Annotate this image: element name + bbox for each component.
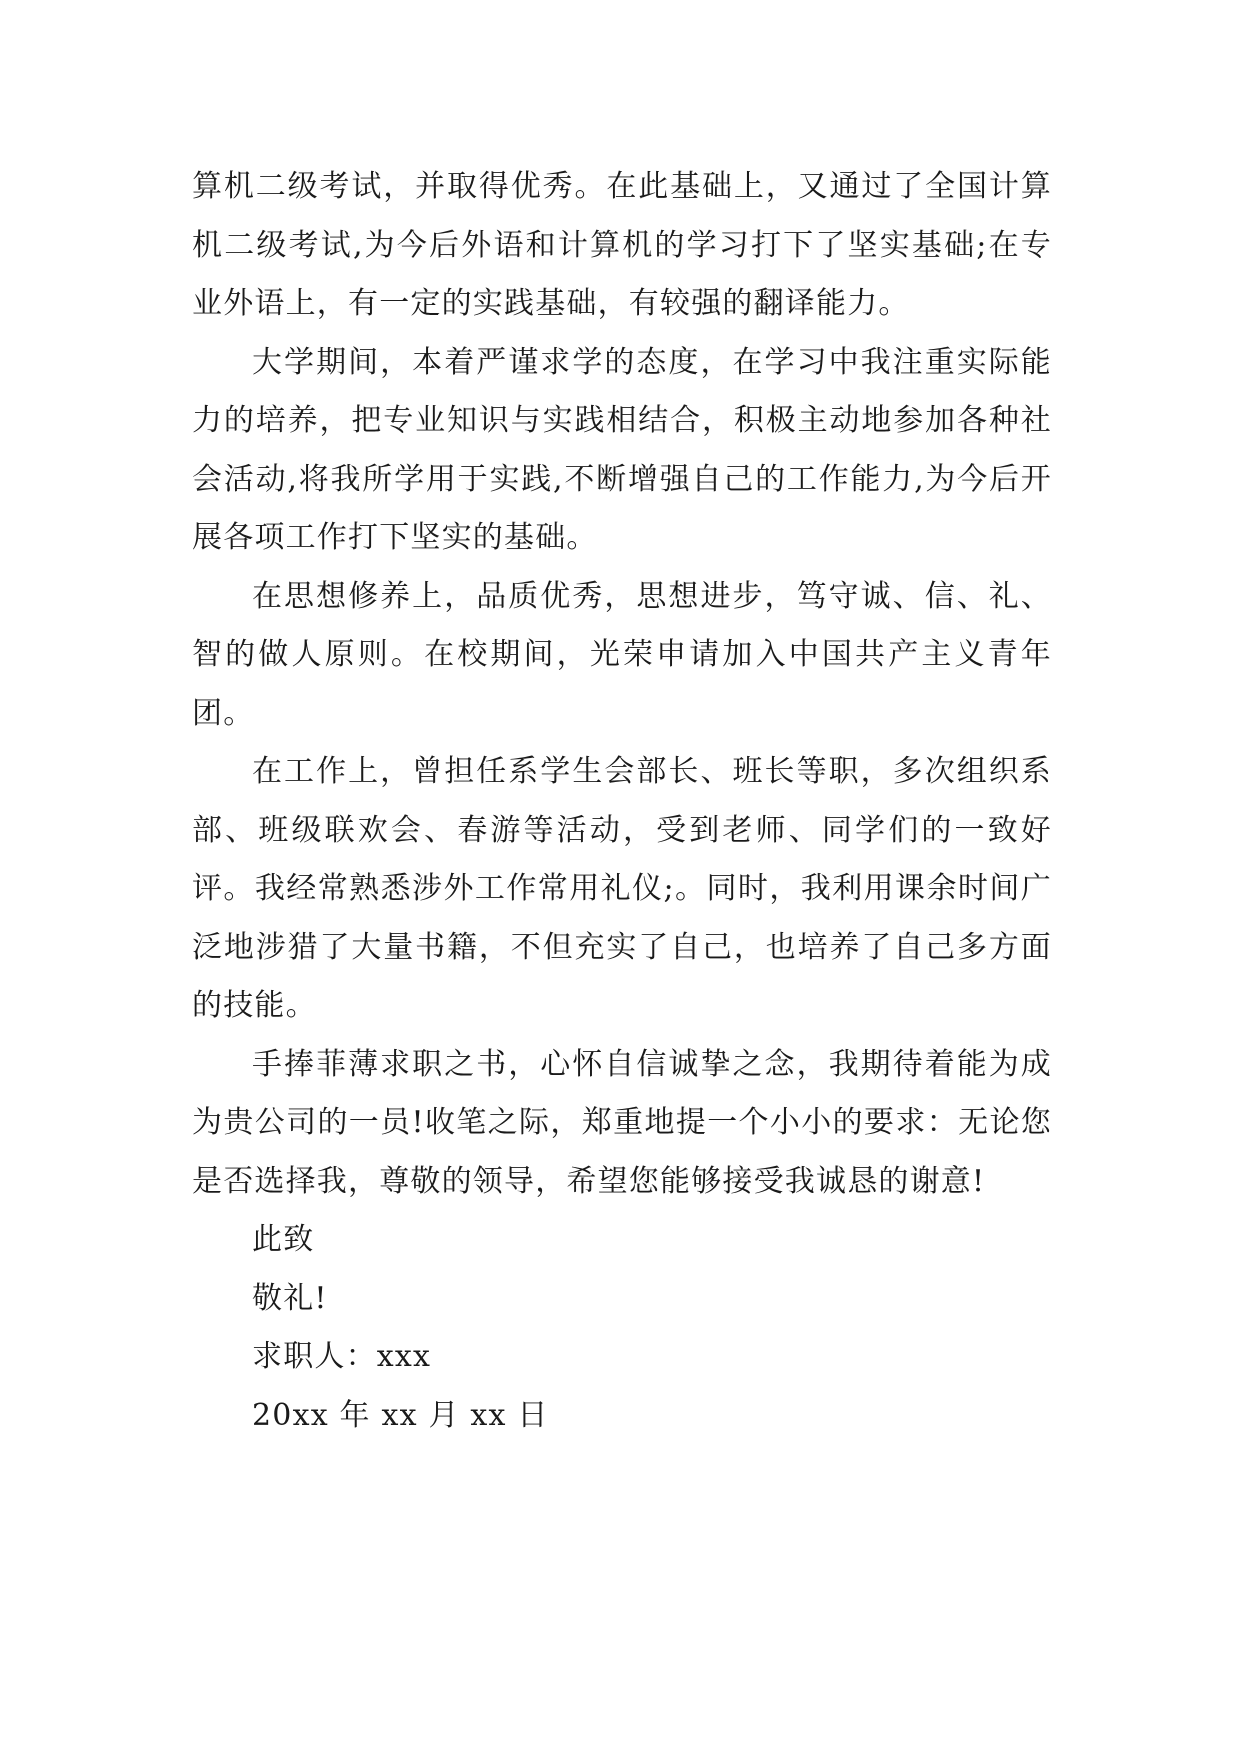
paragraph-ideology: 在思想修养上，品质优秀，思想进步，笃守诚、信、礼、智的做人原则。在校期间，光荣申请加入中国共产主义青年团。: [192, 578, 1052, 731]
letter-date: 20xx 年 xx 月 xx 日: [252, 1397, 549, 1433]
letter-closing: [192, 1211, 1052, 1445]
paragraph-university: 大学期间，本着严谨求学的态度，在学习中我注重实际能力的培养，把专业知识与实践相结合，积极主动地参加各种社会活动,将我所学用于实践,不断增强自己的工作能力,为今后开展各项工作打下坚实的基础。: [192, 344, 1052, 555]
paragraph-continuation: 算机二级考试，并取得优秀。在此基础上，又通过了全国计算机二级考试,为今后外语和计算机的学习打下了坚实基础;在专业外语上，有一定的实践基础，有较强的翻译能力。: [192, 169, 1052, 321]
letter-body: [192, 158, 1052, 1445]
paragraph-conclusion: 手捧菲薄求职之书，心怀自信诚挚之念，我期待着能为成为贵公司的一员!收笔之际，郑重地提一个小小的要求：无论您是否选择我，尊敬的领导，希望您能够接受我诚恳的谢意!: [192, 1046, 1052, 1199]
closing-respect: 敬礼!: [252, 1280, 328, 1316]
applicant-signature: 求职人：xxx: [252, 1339, 432, 1374]
closing-salutation: 此致: [252, 1222, 315, 1257]
paragraph-work: 在工作上，曾担任系学生会部长、班长等职，多次组织系部、班级联欢会、春游等活动，受到老师、同学们的一致好评。我经常熟悉涉外工作常用礼仪;。同时，我利用课余时间广泛地涉猎了大量书籍，不但充实了自己，也培养了自己多方面的技能。: [192, 754, 1052, 1023]
